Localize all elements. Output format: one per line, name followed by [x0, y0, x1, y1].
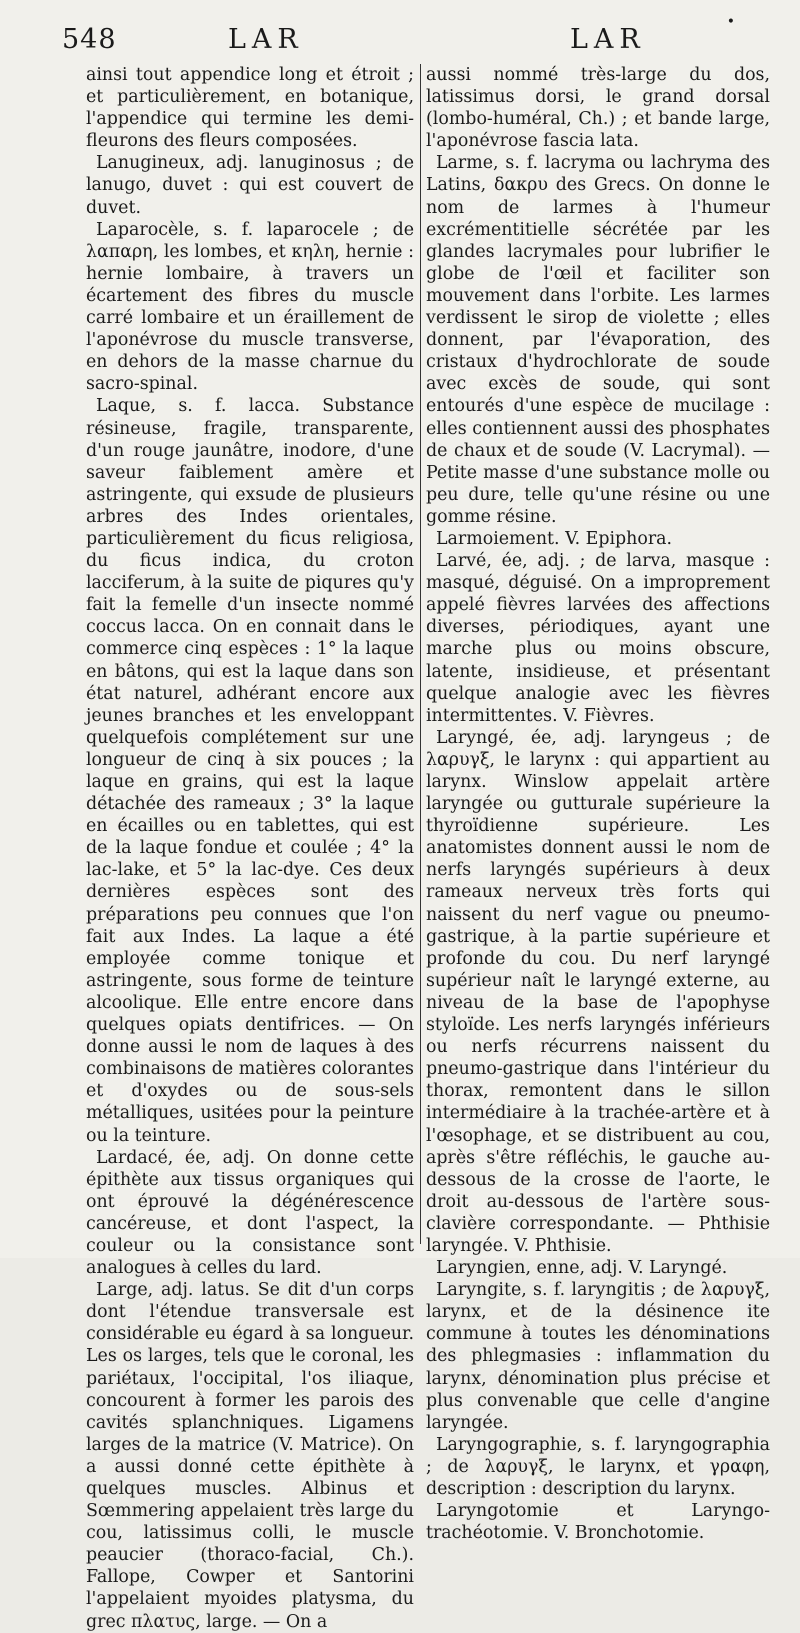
left-column: [86, 64, 414, 1632]
entry-larynge: Laryngé, ée, adj. laryngeus ; de λαρυγξ, le larynx : qui appartient au larynx. Winslow appelait artère laryngée ou gutturale supérieure la thyroïdienne supérieure. Les anatomistes donnent aussi le nom de nerfs laryngés supérieurs à deux rameaux nerveux très forts qui naissent du nerf vague ou pneumo-gastrique, à la partie supérieure et profonde du cou. Du nerf laryngé supérieur naît le laryngé externe, au niveau de la base de l'apophyse styloïde. Les nerfs laryngés inférieurs ou nerfs récurrens naissent du pneumo-gastrique dans l'intérieur du thorax, remontent dans le sillon intermédiaire à la trachée-artère et à l'œsophage, et se distribuent au cou, après s'être réfléchis, le gauche au-dessous de la crosse de l'aorte, le droit au-dessous de l'artère sous-clavière correspondante. — Phthisie laryngée. V. Phthisie.: [426, 727, 770, 1256]
entry-laryngographie: Laryngographie, s. f. laryngographia ; de λαρυγξ, le larynx, et γραφη, description : description du larynx.: [426, 1434, 770, 1499]
entry-large: Large, adj. latus. Se dit d'un corps dont l'étendue transversale est considérable eu égard à sa longueur. Les os larges, tels que le coronal, les pariétaux, l'occipital, l'os iliaque, concourent à former les parois des cavités splanchniques. Ligamens larges de la matrice (V. Matrice). On a aussi donné cette épithète à quelques muscles. Albinus et Sœmmering appelaient très large du cou, latissimus colli, le muscle peaucier (thoraco-facial, Ch.). Fallope, Cowper et Santorini l'appelaient myoides platysma, du grec πλατυς, large. — On a: [86, 1280, 414, 1632]
entry-laque: Laque, s. f. lacca. Substance résineuse, fragile, transparente, d'un rouge jaunâtre, inodore, d'une saveur faiblement amère et astringente, qui exsude de plusieurs arbres des Indes orientales, particulièrement du ficus religiosa, du ficus indica, du croton lacciferum, à la suite de piqures qu'y fait la femelle d'un insecte nommé coccus lacca. On en connait dans le commerce cinq espèces : 1° la laque en bâtons, qui est la laque dans son état naturel, adhérant encore aux jeunes branches et les enveloppant quelquefois complétement sur une longueur de cinq à six pouces ; la laque en grains, qui est la laque détachée des rameaux ; 3° la laque en écailles ou en tablettes, qui est de la laque fondue et coulée ; 4° la lac-lake, et 5° la lac-dye. Ces deux dernières espèces sont des préparations peu connues que l'on fait aux Indes. La laque a été employée comme tonique et astringente, sous forme de teinture alcoolique. Elle entre encore dans quelques opiats dentifrices. — On donne aussi le nom de laques à des combinaisons de matières colorantes et d'oxydes ou de sous-sels métalliques, usitées pour la peinture ou la teinture.: [86, 396, 414, 1146]
entry-larmoiement: Larmoiement. V. Epiphora.: [436, 528, 673, 549]
running-head-left: LAR: [228, 24, 304, 55]
entry-larme: Larme, s. f. lacryma ou lachryma des Latins, δακρυ des Grecs. On donne le nom de larmes à l'humeur excrémentitielle sécrétée par les glandes lacrymales pour lubrifier le globe de l'œil et faciliter son mouvement dans l'orbite. Les larmes verdissent le sirop de violette ; elles donnent, par l'évaporation, des cristaux d'hydrochlorate de soude avec excès de soude, qui sont entourés d'une espèce de mucilage : elles contiennent aussi des phosphates de chaux et de soude (V. Lacrymal). — Petite masse d'une substance molle ou peu dure, telle qu'une résine ou une gomme résine.: [426, 153, 770, 527]
entry-continuation: ainsi tout appendice long et étroit ; et particulièrement, en botanique, l'appendice qui termine les demi-fleurons des fleurs composées.: [86, 65, 414, 152]
entry-laparocele: Laparocèle, s. f. laparocele ; de λαπαρη, les lombes, et κηλη, hernie : hernie lombaire, à travers un écartement des fibres du muscle carré lombaire et un éraillement de l'aponévrose du muscle transverse, en dehors de la masse charnue du sacro-spinal.: [86, 219, 414, 395]
running-head-right: LAR: [570, 24, 646, 55]
print-speck: •: [726, 14, 735, 30]
entry-laryngite: Laryngite, s. f. laryngitis ; de λαρυγξ, larynx, et de la désinence ite commune à toutes les dénominations des phlegmasies : inflammation du larynx, dénomination plus précise et plus convenable que celle d'angine laryngée.: [426, 1280, 770, 1433]
column-divider: [420, 64, 421, 1244]
entry-large-continuation: aussi nommé très-large du dos, latissimus dorsi, le grand dorsal (lombo-huméral, Ch.) ; et bande large, l'aponévrose fascia lata.: [426, 65, 770, 152]
entry-laryngien: Laryngien, enne, adj. V. Laryngé.: [436, 1258, 728, 1279]
right-column: [426, 64, 770, 1544]
entry-larve: Larvé, ée, adj. ; de larva, masque : masqué, déguisé. On a improprement appelé fièvres larvées des affections diverses, périodiques, ayant une marche plus ou moins obscure, latente, insidieuse, et présentant quelque analogie avec les fièvres intermittentes. V. Fièvres.: [426, 551, 770, 726]
entry-lanugineux: Lanugineux, adj. lanuginosus ; de lanugo, duvet : qui est couvert de duvet.: [86, 153, 414, 218]
page-number: 548: [62, 24, 117, 55]
entry-lardace: Lardacé, ée, adj. On donne cette épithète aux tissus organiques qui ont éprouvé la dégénérescence cancéreuse, et dont l'aspect, la couleur ou la consistance sont analogues à celles du lard.: [86, 1147, 414, 1279]
entry-laryngotomie: Laryngotomie et Laryngo-trachéotomie. V. Bronchotomie.: [426, 1501, 770, 1544]
